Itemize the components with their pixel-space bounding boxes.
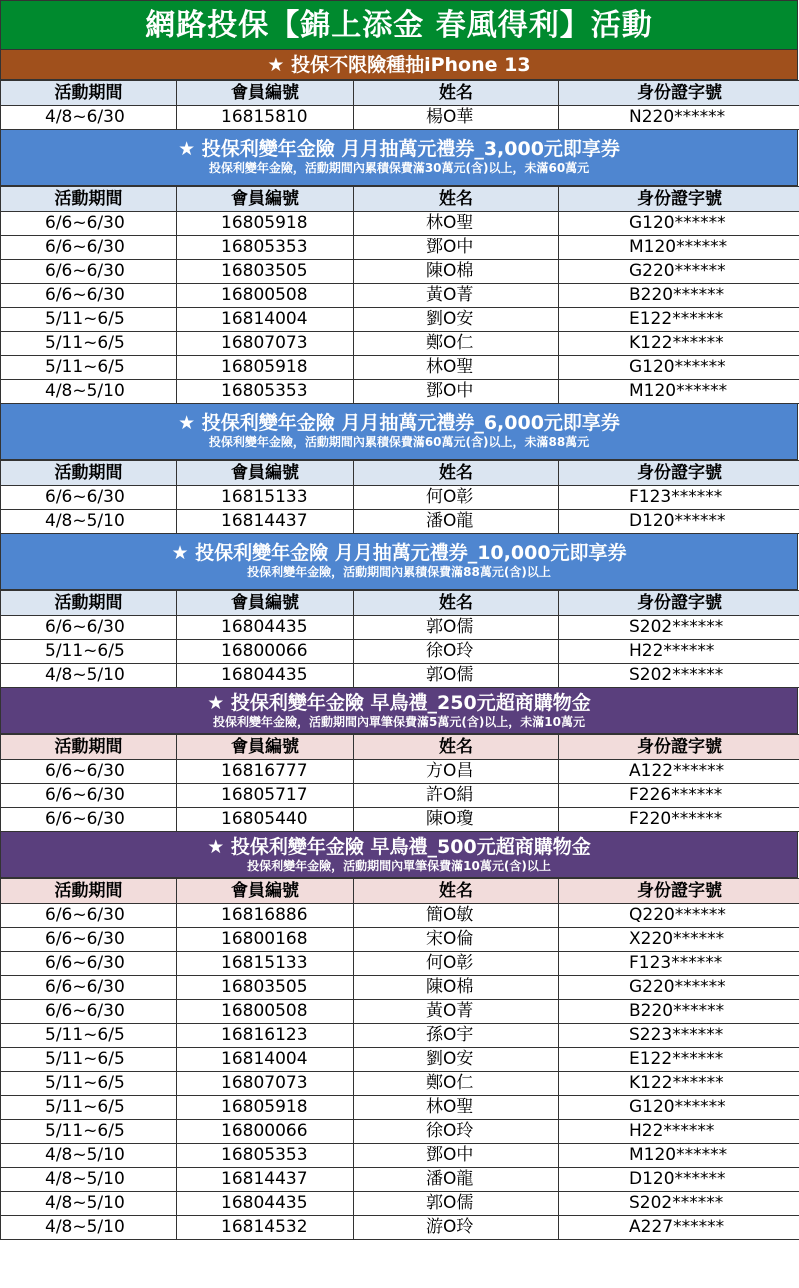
column-header-name: 姓名 — [354, 187, 559, 212]
winners-table — [0, 878, 799, 1240]
winners-table — [0, 80, 799, 130]
cell-name: 許O絹 — [354, 784, 559, 808]
column-header-member-id: 會員編號 — [177, 81, 354, 106]
cell-period: 5/11~6/5 — [1, 1048, 177, 1072]
cell-id-number: G120****** — [559, 356, 799, 380]
column-header-id-number: 身份證字號 — [559, 591, 799, 616]
column-header-name: 姓名 — [354, 591, 559, 616]
cell-id-number: G220****** — [559, 976, 799, 1000]
column-header-member-id: 會員編號 — [177, 461, 354, 486]
cell-name: 黃O菁 — [354, 1000, 559, 1024]
cell-id-number: G120****** — [559, 212, 799, 236]
cell-name: 郭O儒 — [354, 664, 559, 688]
table-row — [1, 1000, 799, 1024]
section-title: ★ 投保利變年金險 早鳥禮_500元超商購物金 — [207, 836, 591, 858]
cell-name: 林O聖 — [354, 356, 559, 380]
table-row — [1, 664, 799, 688]
table-row — [1, 356, 799, 380]
cell-id-number: K122****** — [559, 332, 799, 356]
table-row — [1, 1120, 799, 1144]
cell-member-id: 16804435 — [177, 616, 354, 640]
section-header — [0, 832, 798, 878]
table-row — [1, 284, 799, 308]
cell-name: 潘O龍 — [354, 510, 559, 534]
cell-member-id: 16805918 — [177, 212, 354, 236]
winners-table — [0, 186, 799, 404]
column-header-period: 活動期間 — [1, 461, 177, 486]
cell-period: 5/11~6/5 — [1, 356, 177, 380]
cell-name: 劉O安 — [354, 1048, 559, 1072]
table-row — [1, 236, 799, 260]
cell-name: 游O玲 — [354, 1216, 559, 1240]
cell-name: 方O昌 — [354, 760, 559, 784]
cell-period: 4/8~5/10 — [1, 510, 177, 534]
column-header-name: 姓名 — [354, 461, 559, 486]
table-header-row — [1, 461, 799, 486]
cell-member-id: 16800508 — [177, 1000, 354, 1024]
column-header-period: 活動期間 — [1, 879, 177, 904]
cell-period: 6/6~6/30 — [1, 784, 177, 808]
cell-id-number: M120****** — [559, 1144, 799, 1168]
cell-name: 林O聖 — [354, 212, 559, 236]
cell-id-number: A122****** — [559, 760, 799, 784]
table-row — [1, 976, 799, 1000]
section-title: ★ 投保不限險種抽iPhone 13 — [267, 54, 531, 76]
cell-member-id: 16815133 — [177, 952, 354, 976]
cell-id-number: M120****** — [559, 236, 799, 260]
cell-id-number: F123****** — [559, 486, 799, 510]
winners-table — [0, 460, 799, 534]
cell-name: 黃O菁 — [354, 284, 559, 308]
winners-table — [0, 734, 799, 832]
column-header-period: 活動期間 — [1, 81, 177, 106]
table-row — [1, 640, 799, 664]
cell-period: 6/6~6/30 — [1, 976, 177, 1000]
table-row — [1, 1072, 799, 1096]
cell-id-number: N220****** — [559, 106, 799, 130]
cell-member-id: 16814437 — [177, 1168, 354, 1192]
cell-name: 何O彰 — [354, 952, 559, 976]
table-row — [1, 1144, 799, 1168]
cell-period: 6/6~6/30 — [1, 904, 177, 928]
section-subtitle: 投保利變年金險，活動期間內累積保費滿88萬元(含)以上 — [247, 565, 551, 579]
cell-name: 陳O瓊 — [354, 808, 559, 832]
cell-id-number: Q220****** — [559, 904, 799, 928]
column-header-name: 姓名 — [354, 735, 559, 760]
cell-name: 郭O儒 — [354, 1192, 559, 1216]
section-title: ★ 投保利變年金險 月月抽萬元禮券_3,000元即享券 — [178, 138, 620, 160]
cell-member-id: 16816123 — [177, 1024, 354, 1048]
section-title: ★ 投保利變年金險 月月抽萬元禮券_6,000元即享券 — [178, 412, 620, 434]
cell-member-id: 16805440 — [177, 808, 354, 832]
cell-member-id: 16816777 — [177, 760, 354, 784]
table-row — [1, 1048, 799, 1072]
table-row — [1, 510, 799, 534]
cell-id-number: H22****** — [559, 640, 799, 664]
column-header-id-number: 身份證字號 — [559, 81, 799, 106]
cell-member-id: 16814437 — [177, 510, 354, 534]
cell-id-number: S202****** — [559, 664, 799, 688]
table-row — [1, 760, 799, 784]
cell-name: 徐O玲 — [354, 640, 559, 664]
table-row — [1, 1024, 799, 1048]
table-row — [1, 1168, 799, 1192]
table-header-row — [1, 879, 799, 904]
cell-period: 4/8~5/10 — [1, 1216, 177, 1240]
table-row — [1, 952, 799, 976]
table-row — [1, 1192, 799, 1216]
cell-id-number: A227****** — [559, 1216, 799, 1240]
table-header-row — [1, 81, 799, 106]
table-row — [1, 308, 799, 332]
cell-member-id: 16807073 — [177, 1072, 354, 1096]
cell-id-number: M120****** — [559, 380, 799, 404]
column-header-id-number: 身份證字號 — [559, 461, 799, 486]
cell-name: 陳O棉 — [354, 976, 559, 1000]
cell-id-number: D120****** — [559, 510, 799, 534]
cell-id-number: G220****** — [559, 260, 799, 284]
column-header-id-number: 身份證字號 — [559, 879, 799, 904]
cell-period: 4/8~5/10 — [1, 664, 177, 688]
section-subtitle: 投保利變年金險，活動期間內單筆保費滿5萬元(含)以上，未滿10萬元 — [212, 715, 586, 729]
cell-period: 6/6~6/30 — [1, 236, 177, 260]
cell-member-id: 16814004 — [177, 308, 354, 332]
cell-member-id: 16807073 — [177, 332, 354, 356]
cell-period: 6/6~6/30 — [1, 1000, 177, 1024]
cell-id-number: S223****** — [559, 1024, 799, 1048]
table-row — [1, 260, 799, 284]
table-header-row — [1, 187, 799, 212]
table-row — [1, 904, 799, 928]
column-header-member-id: 會員編號 — [177, 591, 354, 616]
cell-member-id: 16816886 — [177, 904, 354, 928]
cell-member-id: 16815810 — [177, 106, 354, 130]
winners-table — [0, 590, 799, 688]
cell-member-id: 16805918 — [177, 1096, 354, 1120]
page-title: 網路投保【錦上添金 春風得利】活動 — [0, 0, 798, 50]
cell-member-id: 16805353 — [177, 1144, 354, 1168]
section-subtitle: 投保利變年金險，活動期間內累積保費滿30萬元(含)以上，未滿60萬元 — [208, 161, 590, 175]
section-header — [0, 404, 798, 460]
cell-period: 4/8~5/10 — [1, 1144, 177, 1168]
cell-period: 6/6~6/30 — [1, 952, 177, 976]
table-row — [1, 616, 799, 640]
cell-period: 5/11~6/5 — [1, 1072, 177, 1096]
cell-member-id: 16814004 — [177, 1048, 354, 1072]
section-subtitle: 投保利變年金險，活動期間內累積保費滿60萬元(含)以上，未滿88萬元 — [208, 435, 590, 449]
cell-id-number: E122****** — [559, 1048, 799, 1072]
table-row — [1, 212, 799, 236]
cell-member-id: 16805918 — [177, 356, 354, 380]
section-header — [0, 50, 798, 80]
cell-period: 6/6~6/30 — [1, 760, 177, 784]
cell-name: 林O聖 — [354, 1096, 559, 1120]
table-row — [1, 928, 799, 952]
cell-period: 4/8~5/10 — [1, 1168, 177, 1192]
column-header-member-id: 會員編號 — [177, 187, 354, 212]
cell-member-id: 16805353 — [177, 380, 354, 404]
cell-period: 6/6~6/30 — [1, 284, 177, 308]
table-row — [1, 1096, 799, 1120]
cell-id-number: B220****** — [559, 1000, 799, 1024]
cell-name: 楊O華 — [354, 106, 559, 130]
cell-period: 5/11~6/5 — [1, 1096, 177, 1120]
cell-period: 5/11~6/5 — [1, 308, 177, 332]
cell-member-id: 16805717 — [177, 784, 354, 808]
cell-id-number: E122****** — [559, 308, 799, 332]
cell-name: 鄧O中 — [354, 380, 559, 404]
table-row — [1, 784, 799, 808]
cell-member-id: 16803505 — [177, 976, 354, 1000]
table-row — [1, 332, 799, 356]
cell-member-id: 16800508 — [177, 284, 354, 308]
cell-member-id: 16804435 — [177, 664, 354, 688]
section-header — [0, 130, 798, 186]
sections-container — [0, 50, 798, 1240]
section-title: ★ 投保利變年金險 月月抽萬元禮券_10,000元即享券 — [171, 542, 627, 564]
cell-id-number: D120****** — [559, 1168, 799, 1192]
cell-period: 6/6~6/30 — [1, 260, 177, 284]
cell-name: 孫O宇 — [354, 1024, 559, 1048]
table-header-row — [1, 591, 799, 616]
cell-name: 鄭O仁 — [354, 332, 559, 356]
cell-name: 陳O棉 — [354, 260, 559, 284]
cell-period: 4/8~6/30 — [1, 106, 177, 130]
column-header-member-id: 會員編號 — [177, 735, 354, 760]
table-row — [1, 808, 799, 832]
section-subtitle: 投保利變年金險，活動期間內單筆保費滿10萬元(含)以上 — [247, 859, 551, 873]
cell-member-id: 16805353 — [177, 236, 354, 260]
cell-name: 鄧O中 — [354, 1144, 559, 1168]
column-header-id-number: 身份證字號 — [559, 735, 799, 760]
cell-member-id: 16800066 — [177, 1120, 354, 1144]
cell-period: 6/6~6/30 — [1, 212, 177, 236]
column-header-period: 活動期間 — [1, 591, 177, 616]
table-row — [1, 486, 799, 510]
table-row — [1, 380, 799, 404]
cell-id-number: S202****** — [559, 1192, 799, 1216]
cell-period: 5/11~6/5 — [1, 1024, 177, 1048]
cell-id-number: X220****** — [559, 928, 799, 952]
cell-name: 劉O安 — [354, 308, 559, 332]
cell-period: 6/6~6/30 — [1, 616, 177, 640]
cell-member-id: 16814532 — [177, 1216, 354, 1240]
section-title: ★ 投保利變年金險 早鳥禮_250元超商購物金 — [207, 692, 591, 714]
cell-period: 6/6~6/30 — [1, 486, 177, 510]
cell-member-id: 16800066 — [177, 640, 354, 664]
cell-member-id: 16815133 — [177, 486, 354, 510]
cell-member-id: 16800168 — [177, 928, 354, 952]
cell-id-number: F226****** — [559, 784, 799, 808]
cell-member-id: 16803505 — [177, 260, 354, 284]
cell-period: 5/11~6/5 — [1, 640, 177, 664]
cell-id-number: S202****** — [559, 616, 799, 640]
table-header-row — [1, 735, 799, 760]
cell-period: 5/11~6/5 — [1, 332, 177, 356]
cell-name: 何O彰 — [354, 486, 559, 510]
cell-id-number: F220****** — [559, 808, 799, 832]
section-header — [0, 534, 798, 590]
table-row — [1, 1216, 799, 1240]
cell-name: 鄧O中 — [354, 236, 559, 260]
cell-period: 5/11~6/5 — [1, 1120, 177, 1144]
cell-period: 6/6~6/30 — [1, 928, 177, 952]
table-row — [1, 106, 799, 130]
cell-member-id: 16804435 — [177, 1192, 354, 1216]
cell-name: 鄭O仁 — [354, 1072, 559, 1096]
cell-period: 4/8~5/10 — [1, 380, 177, 404]
cell-name: 潘O龍 — [354, 1168, 559, 1192]
cell-name: 簡O敏 — [354, 904, 559, 928]
cell-id-number: K122****** — [559, 1072, 799, 1096]
cell-id-number: F123****** — [559, 952, 799, 976]
cell-period: 6/6~6/30 — [1, 808, 177, 832]
cell-id-number: H22****** — [559, 1120, 799, 1144]
cell-id-number: G120****** — [559, 1096, 799, 1120]
column-header-period: 活動期間 — [1, 187, 177, 212]
column-header-id-number: 身份證字號 — [559, 187, 799, 212]
cell-name: 宋O倫 — [354, 928, 559, 952]
cell-name: 郭O儒 — [354, 616, 559, 640]
column-header-name: 姓名 — [354, 81, 559, 106]
column-header-member-id: 會員編號 — [177, 879, 354, 904]
column-header-name: 姓名 — [354, 879, 559, 904]
section-header — [0, 688, 798, 734]
cell-period: 4/8~5/10 — [1, 1192, 177, 1216]
cell-id-number: B220****** — [559, 284, 799, 308]
column-header-period: 活動期間 — [1, 735, 177, 760]
cell-name: 徐O玲 — [354, 1120, 559, 1144]
